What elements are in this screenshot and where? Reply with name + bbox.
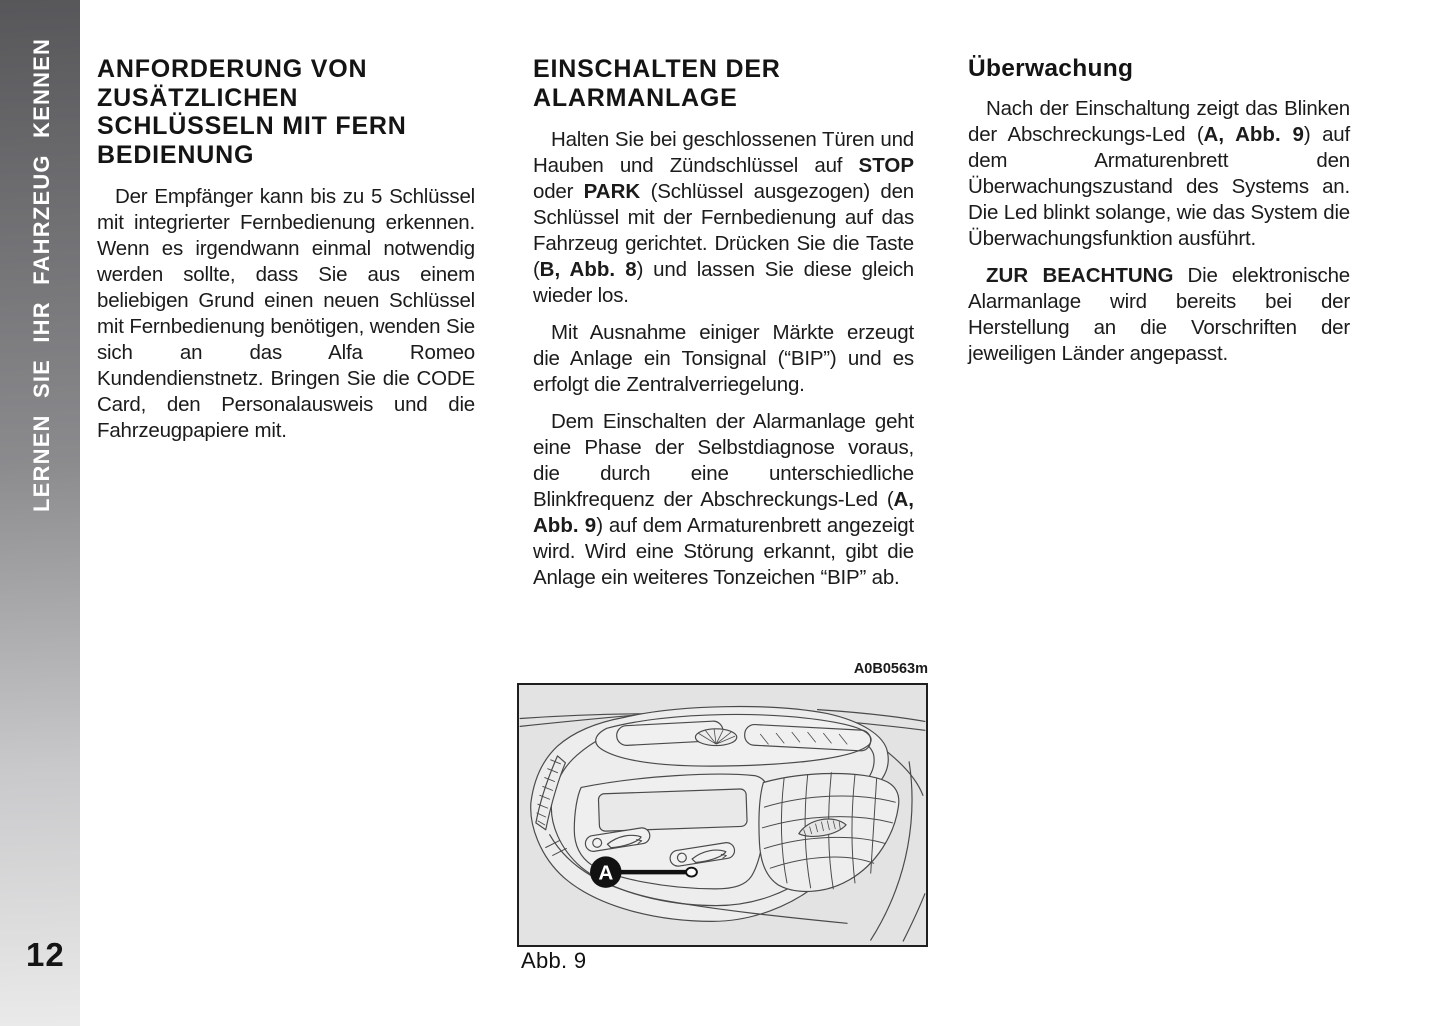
page-number: 12 bbox=[26, 936, 65, 973]
paragraph: ZUR BEACHTUNG Die elektronische Alarmanlage wird bereits bei der Herstellung an die Vorschriften der jeweiligen Länder angepasst. bbox=[968, 264, 1351, 365]
paragraph: Nach der Einschaltung zeigt das Blinken der Abschreckungs-Led (A, Abb. 9) auf dem Armaturenbrett den Überwachungszustand des Systems an. Die Led blinkt solange, wie das System die Überwachungsfunktion ausführt. bbox=[968, 97, 1350, 250]
sidebar-gradient-bar bbox=[0, 0, 80, 1026]
paragraph: Der Empfänger kann bis zu 5 Schlüssel mit integrierter Fernbedienung erkennen. Wenn es irgendwann einmal notwendig werden sollte, dass Sie aus einem beliebigen Grund einen neuen Schlüssel mit Fernbedienung benötigen, wenden Sie sich an das Alfa Romeo Kundendienstnetz. Bringen Sie die CODE Card, den Personalausweis und die Fahrzeugpapiere mit. bbox=[97, 185, 475, 442]
column-alarm-activation bbox=[533, 55, 914, 602]
dashboard-illustration bbox=[519, 685, 926, 945]
paragraph: Dem Einschalten der Alarmanlage geht eine Phase der Selbstdiagnose voraus, die durch eine unterschiedliche Blinkfrequenz der Abschreckungs-Led (A, Abb. 9) auf dem Armaturenbrett angezeigt wird. Wird eine Störung erkannt, gibt die Anlage ein weiteres Tonzeichen “BIP” ab. bbox=[533, 410, 914, 589]
column-additional-keys bbox=[97, 55, 475, 455]
figure-caption: Abb. 9 bbox=[521, 948, 587, 973]
figure-frame bbox=[517, 683, 928, 947]
figure-code-label: A0B0563m bbox=[853, 661, 928, 677]
paragraph: Mit Ausnahme einiger Märkte erzeugt die Anlage ein Tonsignal (“BIP”) und es erfolgt die Zentralverriegelung. bbox=[533, 321, 914, 396]
sidebar-chapter-label: LERNEN SIE IHR FAHRZEUG KENNEN bbox=[29, 37, 54, 512]
heading-einschalten: EINSCHALTEN DER ALARMANLAGE bbox=[533, 55, 781, 112]
callout-a-letter: A bbox=[598, 861, 614, 885]
heading-ueberwachung: Überwachung bbox=[968, 55, 1134, 82]
paragraph: Halten Sie bei geschlossenen Türen und Hauben und Zündschlüssel auf STOP oder PARK (Schlüssel ausgezogen) den Schlüssel mit der Fernbedienung auf das Fahrzeug gerichtet. Drücken Sie die Taste (B, Abb. 8) und lassen Sie diese gleich wieder los. bbox=[533, 128, 914, 307]
column-ueberwachung bbox=[968, 55, 1350, 378]
heading-anforderung: ANFORDERUNG VON ZUSÄTZLICHEN SCHLÜSSELN MIT FERN BEDIENUNG bbox=[97, 55, 407, 169]
